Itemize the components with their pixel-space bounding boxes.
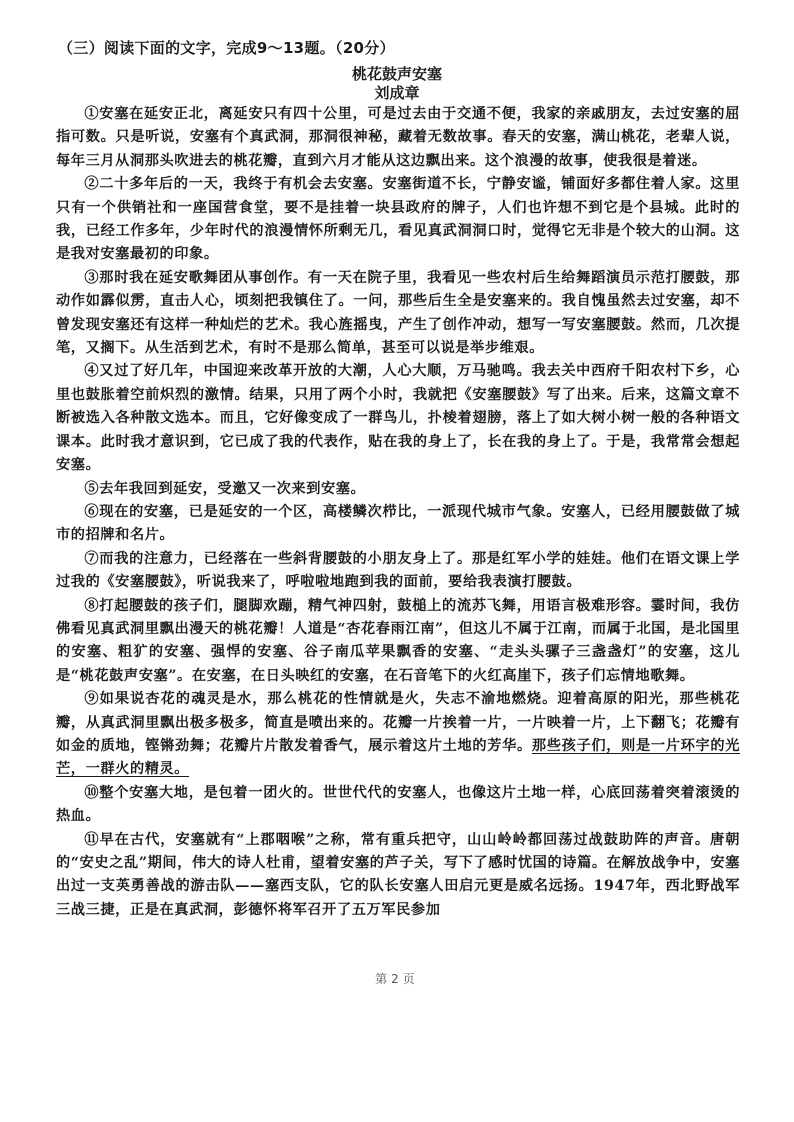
article-author: 刘成章 [374, 84, 420, 102]
paragraph-2: ②二十多年后的一天，我终于有机会去安塞。安塞街道不长，宁静安谧，铺面好多都住着人家。这里只有一个供销社和一座国营食堂，要不是挂着一块县政府的牌子，人们也许想不到它是个县城。此时的我，已经工作多年，少年时代的浪漫情怀所剩无几，看见真武洞洞口时，觉得它无非是个较大的山洞。这是我对安塞最初的印象。 [56, 176, 740, 263]
paragraph-7: ⑦而我的注意力，已经落在一些斜背腰鼓的小朋友身上了。那是红军小学的娃娃。他们在语文课上学过我的《安塞腰鼓》，听说我来了，呼啦啦地跑到我的面前，要给我表演打腰鼓。 [56, 550, 740, 591]
page-footer: 第2页 [375, 972, 419, 986]
paragraph-9-text: ⑨如果说杏花的魂灵是水，那么桃花的性情就是火，失志不渝地燃烧。迎着高原的阳光，那些桃花瓣，从真武洞里飘出极多极多，简直是喷出来的。花瓣一片挨着一片，一片映着一片，上下翻飞；花瓣有如金的质地，铿锵劲舞；花瓣片片散发着香气，展示着这片土地的芳华。 [56, 691, 740, 754]
paragraph-1: ①安塞在延安正北，离延安只有四十公里，可是过去由于交通不便，我家的亲戚朋友，去过安塞的屈指可数。只是听说，安塞有个真武洞，那洞很神秘，藏着无数故事。春天的安塞，满山桃花，老辈人说，每年三月从洞那头吹进去的桃花瓣，直到六月才能从这边飘出来。这个浪漫的故事，使我很是着迷。 [56, 106, 740, 169]
paragraph-10: ⑩整个安塞大地，是包着一团火的。世世代代的安塞人，也像这片土地一样，心底回荡着突着滚烫的热血。 [56, 784, 740, 825]
article-title: 桃花鼓声安塞 [351, 65, 442, 83]
paragraph-8: ⑧打起腰鼓的孩子们，腿脚欢蹦，精气神四射，鼓槌上的流苏飞舞，用语言极难形容。霎时间，我仿佛看见真武洞里飘出漫天的桃花瓣！人道是“杏花春雨江南”，但这儿不属于江南，而属于北国，是北国里的安塞、粗犷的安塞、强悍的安塞、谷子南瓜苹果飘香的安塞、“走头头骡子三盏盏灯”的安塞，这儿是“桃花鼓声安塞”。在安塞，在日头映红的安塞，在石音笔下的火红高崖下，孩子们忘情地歌舞。 [56, 597, 740, 684]
underlined-sentence: 那些孩子们，则是一片环宇的光芒，一群火的精灵。 [56, 737, 741, 778]
section-header: （三）阅读下面的文字，完成9～13题。（20分） [58, 39, 395, 57]
paragraph-9 [56, 688, 740, 782]
paragraph-3: ③那时我在延安歌舞团从事创作。有一天在院子里，我看见一些农村后生给舞蹈演员示范打腰鼓，那动作如霹似雳，直击人心，顷刻把我镇住了。一问，那些后生全是安塞来的。我自愧虽然去过安塞，却不曾发现安塞还有这样一种灿烂的艺术。我心旌摇曳，产生了创作冲动，想写一写安塞腰鼓。然而，几次提笔，又搁下。从生活到艺术，有时不是那么简单，甚至可以说是举步维艰。 [56, 269, 740, 357]
paragraph-11: ⑪早在古代，安塞就有“上郡咽喉”之称，常有重兵把守，山山岭岭都回荡过战鼓助阵的声音。唐朝的“安史之乱”期间，伟大的诗人杜甫，望着安塞的芦子关，写下了感时忧国的诗篇。在解放战争中，安塞出过一支英勇善战的游击队——塞西支队，它的队长安塞人田启元更是威名远扬。1947年，西北野战军三战三捷，正是在真武洞，彭德怀将军召开了五万军民参加 [56, 831, 740, 918]
paragraph-4: ④又过了好几年，中国迎来改革开放的大潮，人心大顺，万马驰鸣。我去关中西府千阳农村下乡，心里也鼓胀着空前炽烈的激情。结果，只用了两个小时，我就把《安塞腰鼓》写了出来。后来，这篇文章不断被选入各种散文选本。而且，它好像变成了一群鸟儿，扑棱着翅膀，落上了如大树小树一般的各种语文课本。此时我才意识到，它已成了我的代表作，贴在我的身上了，长在我的身上了。于是，我常常会想起安塞。 [56, 363, 740, 474]
paragraph-6: ⑥现在的安塞，已是延安的一个区，高楼鳞次栉比，一派现代城市气象。安塞人，已经用腰鼓做了城市的招牌和名片。 [56, 503, 740, 544]
paragraph-5: ⑤去年我回到延安，受邀又一次来到安塞。 [84, 480, 366, 497]
article-body [56, 103, 740, 922]
